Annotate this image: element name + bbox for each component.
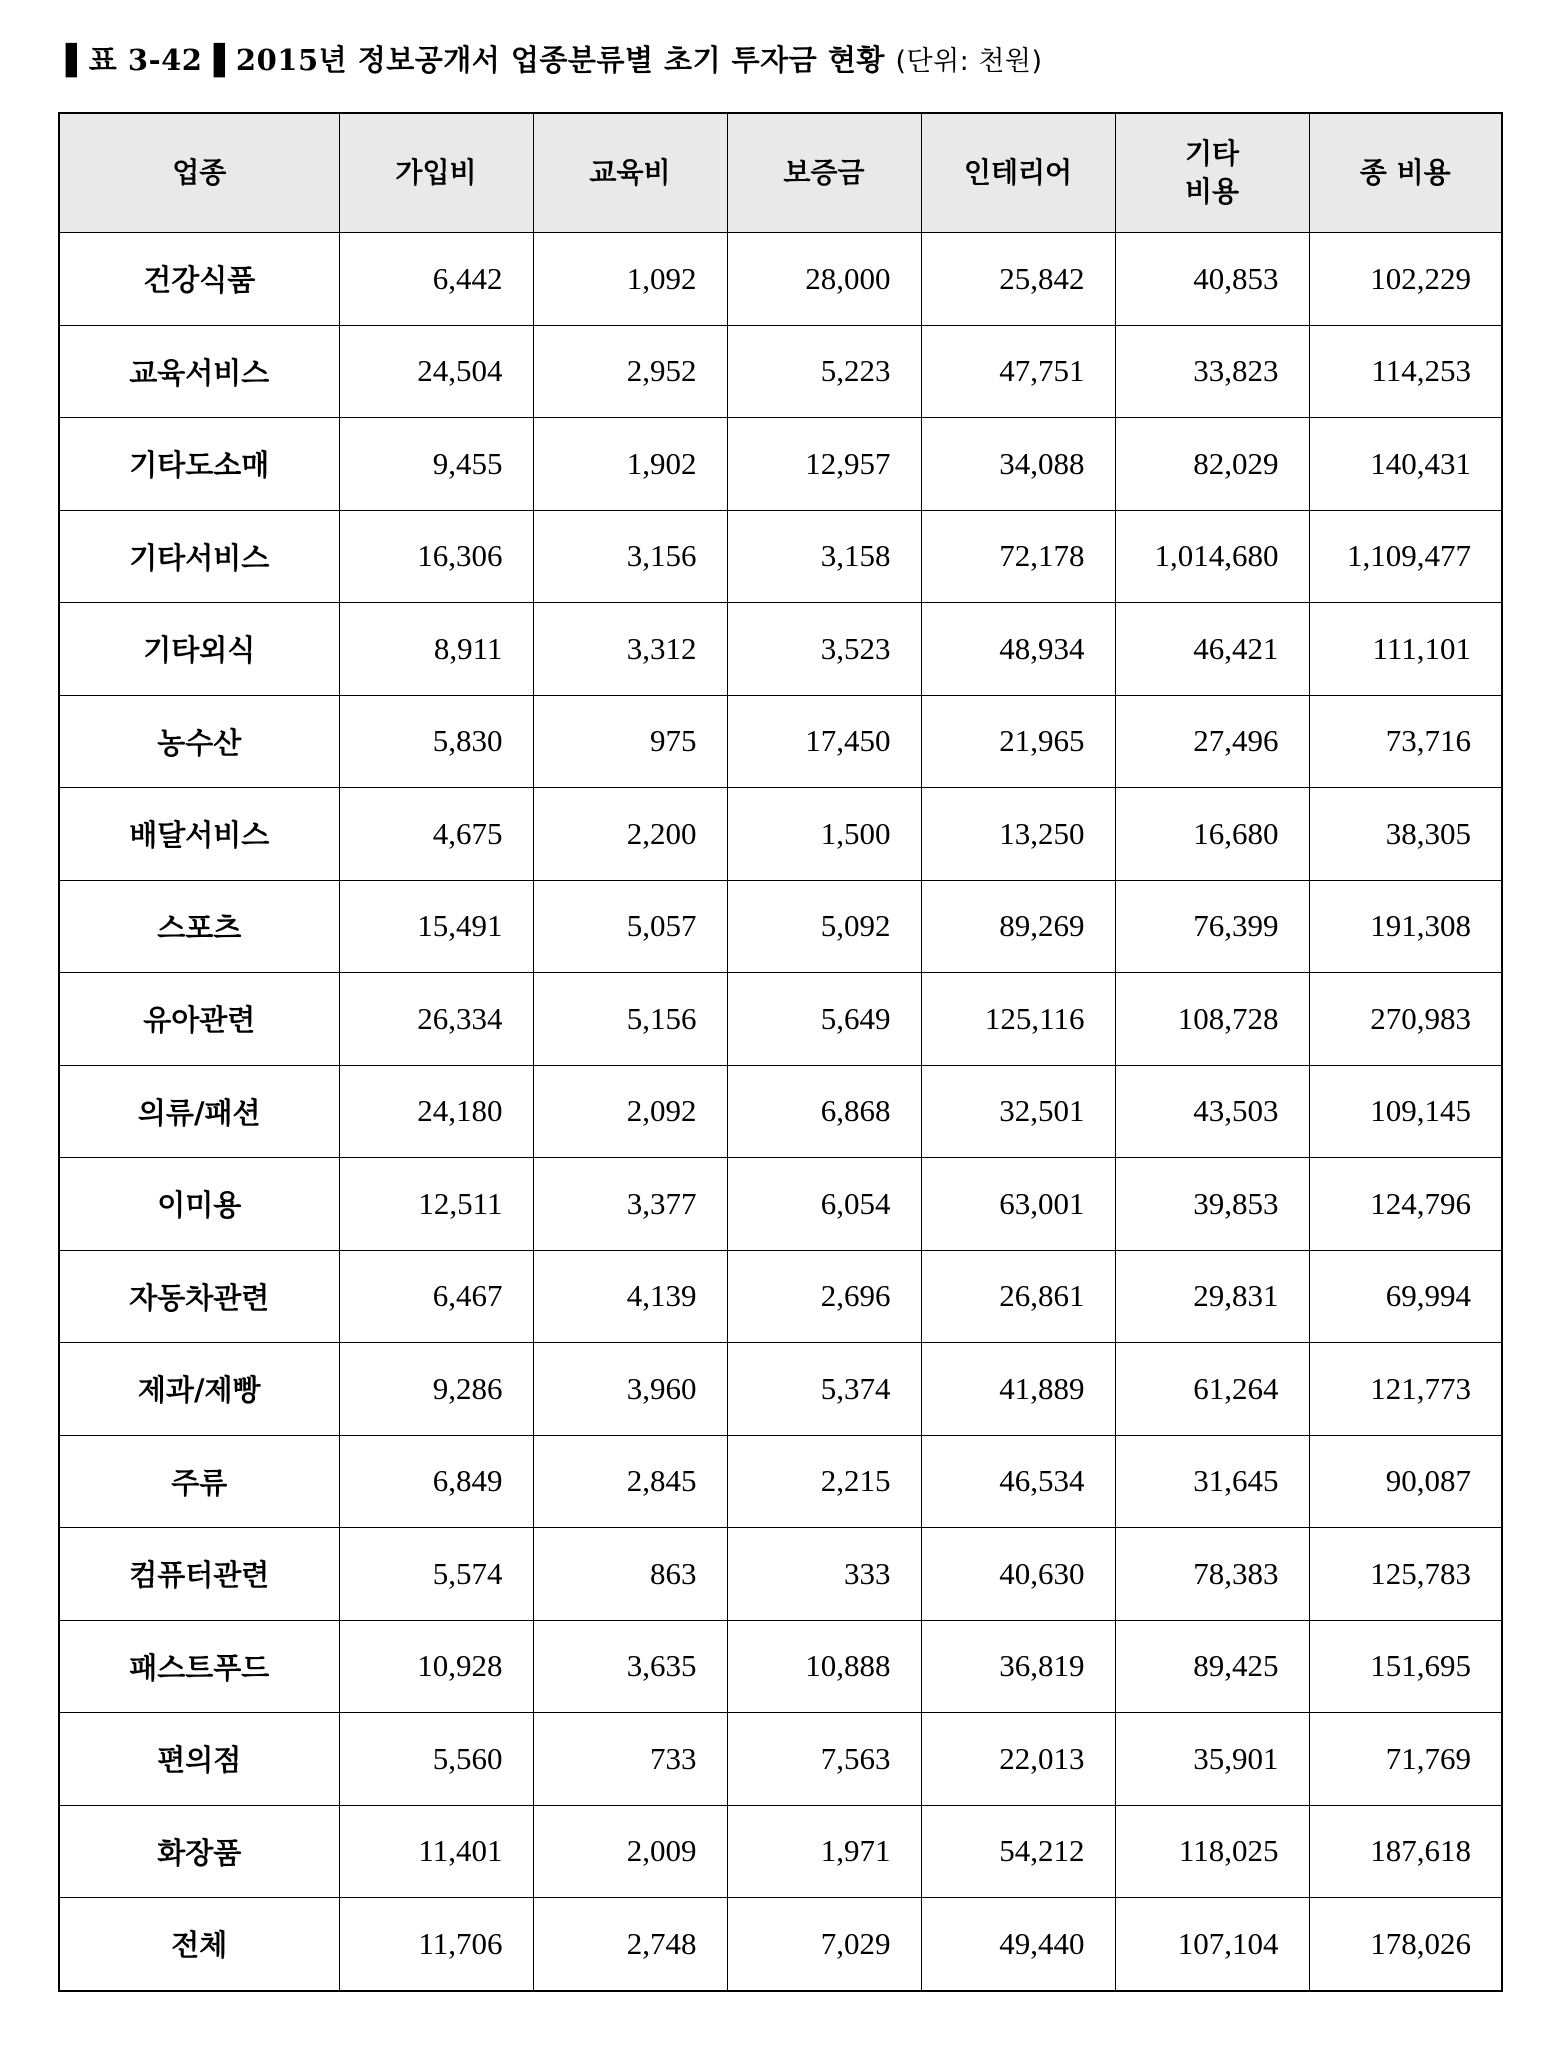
table-row [59, 1713, 1502, 1806]
table-row [59, 788, 1502, 881]
industry-cell: 제과/제빵 [59, 1343, 339, 1436]
other-cost-cell: 89,425 [1115, 1620, 1309, 1713]
deposit-cell: 10,888 [727, 1620, 921, 1713]
interior-cell: 32,501 [921, 1065, 1115, 1158]
industry-cell: 패스트푸드 [59, 1620, 339, 1713]
table-row [59, 233, 1502, 326]
total-cost-cell: 187,618 [1309, 1805, 1502, 1898]
joining-fee-cell: 6,442 [339, 233, 533, 326]
deposit-cell: 3,523 [727, 603, 921, 696]
deposit-cell: 2,215 [727, 1435, 921, 1528]
joining-fee-cell: 24,180 [339, 1065, 533, 1158]
joining-fee-cell: 24,504 [339, 325, 533, 418]
industry-cell: 전체 [59, 1898, 339, 1991]
total-cost-cell: 111,101 [1309, 603, 1502, 696]
interior-cell: 54,212 [921, 1805, 1115, 1898]
header-label: 보증금 [783, 156, 865, 190]
total-cost-cell: 102,229 [1309, 233, 1502, 326]
joining-fee-cell: 4,675 [339, 788, 533, 881]
table-row [59, 325, 1502, 418]
joining-fee-cell: 26,334 [339, 973, 533, 1066]
other-cost-cell: 76,399 [1115, 880, 1309, 973]
joining-fee-cell: 15,491 [339, 880, 533, 973]
deposit-cell: 5,223 [727, 325, 921, 418]
interior-cell: 63,001 [921, 1158, 1115, 1251]
industry-cell: 자동차관련 [59, 1250, 339, 1343]
industry-cell: 유아관련 [59, 973, 339, 1066]
total-cost-cell: 38,305 [1309, 788, 1502, 881]
deposit-cell: 7,029 [727, 1898, 921, 1991]
deposit-cell: 5,374 [727, 1343, 921, 1436]
interior-cell: 21,965 [921, 695, 1115, 788]
industry-cell: 기타외식 [59, 603, 339, 696]
education-fee-cell: 2,009 [533, 1805, 727, 1898]
education-fee-cell: 2,952 [533, 325, 727, 418]
joining-fee-cell: 6,467 [339, 1250, 533, 1343]
table-row [59, 1343, 1502, 1436]
header-education-fee [533, 113, 727, 233]
header-label: 인테리어 [963, 156, 1073, 190]
deposit-cell: 6,054 [727, 1158, 921, 1251]
table-number-label: ▌표 3-42▐ [66, 43, 226, 77]
other-cost-cell: 43,503 [1115, 1065, 1309, 1158]
other-cost-cell: 33,823 [1115, 325, 1309, 418]
joining-fee-cell: 11,401 [339, 1805, 533, 1898]
joining-fee-cell: 8,911 [339, 603, 533, 696]
total-cost-cell: 178,026 [1309, 1898, 1502, 1991]
joining-fee-cell: 11,706 [339, 1898, 533, 1991]
table-row [59, 880, 1502, 973]
education-fee-cell: 1,092 [533, 233, 727, 326]
joining-fee-cell: 5,574 [339, 1528, 533, 1621]
header-deposit [727, 113, 921, 233]
industry-cell: 농수산 [59, 695, 339, 788]
interior-cell: 25,842 [921, 233, 1115, 326]
table-row [59, 1898, 1502, 1991]
other-cost-cell: 16,680 [1115, 788, 1309, 881]
other-cost-cell: 27,496 [1115, 695, 1309, 788]
header-interior [921, 113, 1115, 233]
other-cost-cell: 31,645 [1115, 1435, 1309, 1528]
interior-cell: 26,861 [921, 1250, 1115, 1343]
table-row [59, 510, 1502, 603]
header-label: 가입비 [395, 156, 477, 190]
interior-cell: 125,116 [921, 973, 1115, 1066]
industry-cell: 기타도소매 [59, 418, 339, 511]
joining-fee-cell: 10,928 [339, 1620, 533, 1713]
total-cost-cell: 1,109,477 [1309, 510, 1502, 603]
interior-cell: 40,630 [921, 1528, 1115, 1621]
joining-fee-cell: 9,286 [339, 1343, 533, 1436]
other-cost-cell: 35,901 [1115, 1713, 1309, 1806]
interior-cell: 49,440 [921, 1898, 1115, 1991]
other-cost-cell: 39,853 [1115, 1158, 1309, 1251]
industry-cell: 의류/패션 [59, 1065, 339, 1158]
other-cost-cell: 61,264 [1115, 1343, 1309, 1436]
industry-cell: 컴퓨터관련 [59, 1528, 339, 1621]
other-cost-cell: 108,728 [1115, 973, 1309, 1066]
industry-cell: 스포츠 [59, 880, 339, 973]
industry-cell: 건강식품 [59, 233, 339, 326]
interior-cell: 34,088 [921, 418, 1115, 511]
total-cost-cell: 69,994 [1309, 1250, 1502, 1343]
other-cost-cell: 1,014,680 [1115, 510, 1309, 603]
other-cost-cell: 118,025 [1115, 1805, 1309, 1898]
education-fee-cell: 3,635 [533, 1620, 727, 1713]
joining-fee-cell: 16,306 [339, 510, 533, 603]
interior-cell: 22,013 [921, 1713, 1115, 1806]
header-other-cost [1115, 113, 1309, 233]
education-fee-cell: 3,377 [533, 1158, 727, 1251]
education-fee-cell: 863 [533, 1528, 727, 1621]
education-fee-cell: 1,902 [533, 418, 727, 511]
interior-cell: 72,178 [921, 510, 1115, 603]
other-cost-cell: 82,029 [1115, 418, 1309, 511]
total-cost-cell: 140,431 [1309, 418, 1502, 511]
joining-fee-cell: 5,830 [339, 695, 533, 788]
education-fee-cell: 2,200 [533, 788, 727, 881]
education-fee-cell: 3,156 [533, 510, 727, 603]
deposit-cell: 7,563 [727, 1713, 921, 1806]
interior-cell: 41,889 [921, 1343, 1115, 1436]
total-cost-cell: 90,087 [1309, 1435, 1502, 1528]
total-cost-cell: 114,253 [1309, 325, 1502, 418]
table-row [59, 1435, 1502, 1528]
table-row [59, 1620, 1502, 1713]
table-body [59, 233, 1502, 1991]
education-fee-cell: 733 [533, 1713, 727, 1806]
table-row [59, 1065, 1502, 1158]
total-cost-cell: 109,145 [1309, 1065, 1502, 1158]
header-total-cost [1309, 113, 1502, 233]
other-cost-cell: 29,831 [1115, 1250, 1309, 1343]
deposit-cell: 5,092 [727, 880, 921, 973]
table-row [59, 418, 1502, 511]
joining-fee-cell: 12,511 [339, 1158, 533, 1251]
investment-table [58, 112, 1503, 1992]
joining-fee-cell: 5,560 [339, 1713, 533, 1806]
joining-fee-cell: 9,455 [339, 418, 533, 511]
other-cost-cell: 107,104 [1115, 1898, 1309, 1991]
interior-cell: 46,534 [921, 1435, 1115, 1528]
total-cost-cell: 151,695 [1309, 1620, 1502, 1713]
interior-cell: 36,819 [921, 1620, 1115, 1713]
other-cost-cell: 40,853 [1115, 233, 1309, 326]
header-label: 교육비 [589, 156, 671, 190]
interior-cell: 13,250 [921, 788, 1115, 881]
table-row [59, 1158, 1502, 1251]
education-fee-cell: 4,139 [533, 1250, 727, 1343]
total-cost-cell: 125,783 [1309, 1528, 1502, 1621]
total-cost-cell: 270,983 [1309, 973, 1502, 1066]
deposit-cell: 2,696 [727, 1250, 921, 1343]
total-cost-cell: 191,308 [1309, 880, 1502, 973]
education-fee-cell: 3,312 [533, 603, 727, 696]
header-label: 업종 [172, 156, 227, 190]
industry-cell: 이미용 [59, 1158, 339, 1251]
table-row [59, 1528, 1502, 1621]
total-cost-cell: 121,773 [1309, 1343, 1502, 1436]
interior-cell: 89,269 [921, 880, 1115, 973]
deposit-cell: 3,158 [727, 510, 921, 603]
education-fee-cell: 975 [533, 695, 727, 788]
table-row [59, 1250, 1502, 1343]
education-fee-cell: 5,156 [533, 973, 727, 1066]
header-joining-fee [339, 113, 533, 233]
deposit-cell: 5,649 [727, 973, 921, 1066]
header-industry [59, 113, 339, 233]
total-cost-cell: 71,769 [1309, 1713, 1502, 1806]
other-cost-cell: 78,383 [1115, 1528, 1309, 1621]
industry-cell: 화장품 [59, 1805, 339, 1898]
interior-cell: 48,934 [921, 603, 1115, 696]
table-row [59, 695, 1502, 788]
deposit-cell: 1,971 [727, 1805, 921, 1898]
industry-cell: 주류 [59, 1435, 339, 1528]
industry-cell: 편의점 [59, 1713, 339, 1806]
table-caption [66, 38, 1043, 79]
table-title: 2015년 정보공개서 업종분류별 초기 투자금 현황 [235, 43, 885, 77]
table-row [59, 973, 1502, 1066]
education-fee-cell: 2,092 [533, 1065, 727, 1158]
table-row [59, 1805, 1502, 1898]
industry-cell: 배달서비스 [59, 788, 339, 881]
industry-cell: 기타서비스 [59, 510, 339, 603]
education-fee-cell: 3,960 [533, 1343, 727, 1436]
table-row [59, 603, 1502, 696]
deposit-cell: 333 [727, 1528, 921, 1621]
deposit-cell: 12,957 [727, 418, 921, 511]
header-label: 종 비용 [1359, 156, 1451, 190]
header-label: 기타 [1184, 137, 1240, 171]
joining-fee-cell: 6,849 [339, 1435, 533, 1528]
industry-cell: 교육서비스 [59, 325, 339, 418]
deposit-cell: 1,500 [727, 788, 921, 881]
table-header [59, 113, 1502, 233]
deposit-cell: 6,868 [727, 1065, 921, 1158]
header-row [59, 113, 1502, 233]
education-fee-cell: 5,057 [533, 880, 727, 973]
header-label: 비용 [1184, 175, 1240, 208]
total-cost-cell: 73,716 [1309, 695, 1502, 788]
other-cost-cell: 46,421 [1115, 603, 1309, 696]
interior-cell: 47,751 [921, 325, 1115, 418]
total-cost-cell: 124,796 [1309, 1158, 1502, 1251]
deposit-cell: 28,000 [727, 233, 921, 326]
education-fee-cell: 2,748 [533, 1898, 727, 1991]
unit-note: (단위: 천원) [895, 46, 1043, 77]
deposit-cell: 17,450 [727, 695, 921, 788]
education-fee-cell: 2,845 [533, 1435, 727, 1528]
